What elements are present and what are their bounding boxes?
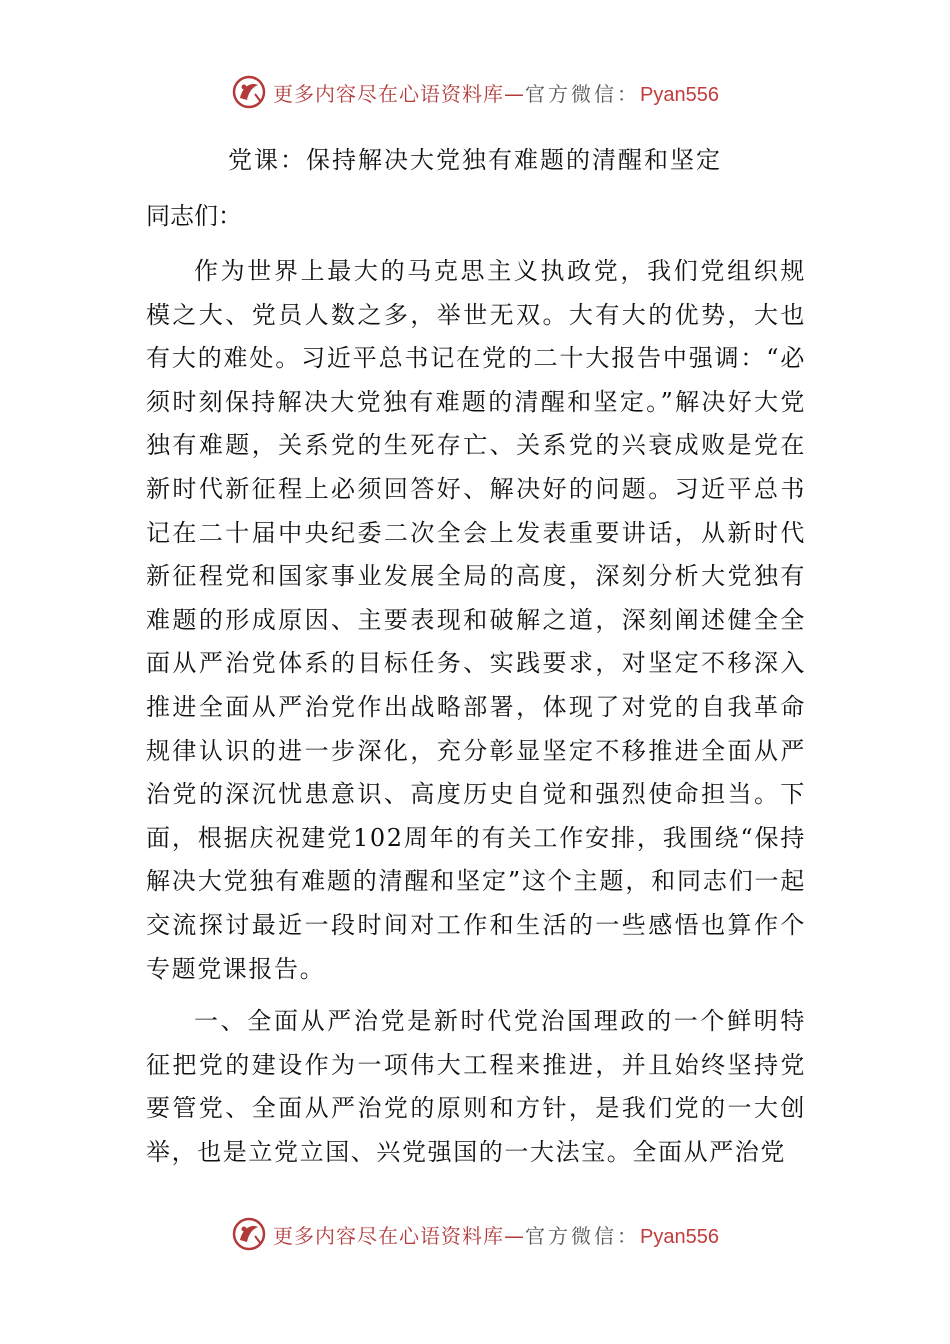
watermark-separator: —: [504, 1223, 526, 1248]
logo-icon: [231, 74, 267, 110]
watermark-text: [273, 78, 719, 107]
watermark-footer: [0, 1212, 950, 1256]
watermark-id: Pyan556: [640, 1225, 719, 1248]
body-paragraph: 作为世界上最大的马克思主义执政党，我们党组织规模之大、党员人数之多，举世无双。大有大的优势，大也有大的难处。习近平总书记在党的二十大报告中强调：“必须时刻保持解决大党独有难题的清醒和坚定。”解决好大党独有难题，关系党的生死存亡、关系党的兴衰成败是党在新时代新征程上必须回答好、解决好的问题。习近平总书记在二十届中央纪委二次全会上发表重要讲话，从新时代新征程党和国家事业发展全局的高度，深刻分析大党独有难题的形成原因、主要表现和破解之道，深刻阐述健全全面从严治党体系的目标任务、实践要求，对坚定不移深入推进全面从严治党作出战略部署，体现了对党的自我革命规律认识的进一步深化，充分彰显坚定不移推进全面从严治党的深沉忧患意识、高度历史自觉和强烈使命担当。下面，根据庆祝建党102周年的有关工作安排，我围绕“保持解决大党独有难题的清醒和坚定”这个主题，和同志们一起交流探讨最近一段时间对工作和生活的一些感悟也算作个专题党课报告。: [146, 257, 806, 983]
watermark-id: Pyan556: [640, 83, 719, 106]
watermark-text: [273, 1220, 719, 1249]
body-paragraph: 一、全面从严治党是新时代党治国理政的一个鲜明特征把党的建设作为一项伟大工程来推进，并且始终坚持党要管党、全面从严治党的原则和方针，是我们党的一大创举，也是立党立国、兴党强国的一大法宝。全面从严治党: [146, 1007, 806, 1166]
logo-icon: [231, 1216, 267, 1252]
watermark-header: [0, 70, 950, 114]
watermark-main-text: 更多内容尽在心语资料库: [273, 81, 505, 106]
watermark-label: 官方微信：: [525, 81, 641, 106]
watermark-separator: —: [504, 81, 526, 106]
watermark-label: 官方微信：: [525, 1223, 641, 1248]
salutation: 同志们：: [146, 202, 242, 230]
watermark-main-text: 更多内容尽在心语资料库: [273, 1223, 505, 1248]
document-title: 党课：保持解决大党独有难题的清醒和坚定: [228, 146, 722, 174]
